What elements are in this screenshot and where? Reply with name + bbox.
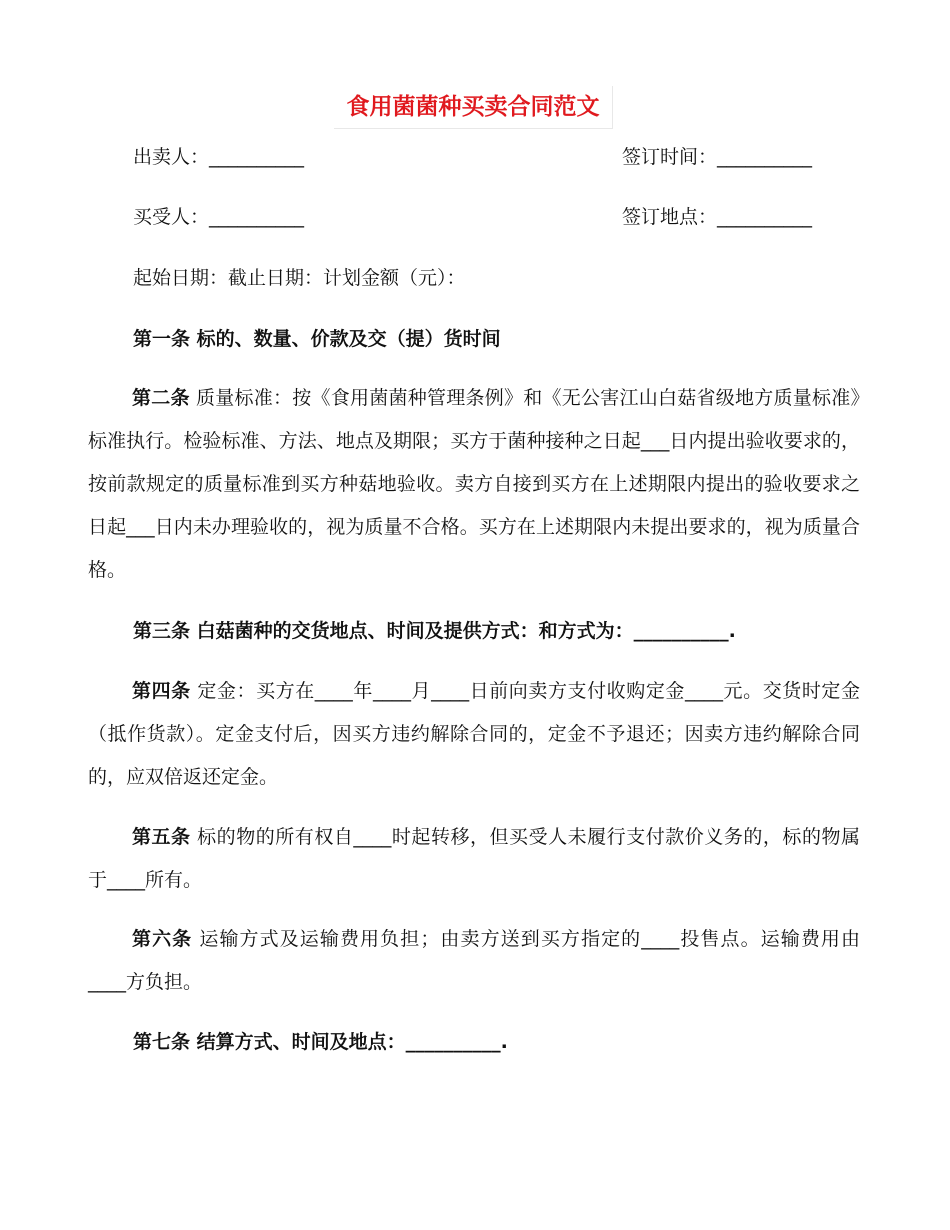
article-2-body: 质量标准：按《食用菌菌种管理条例》和《无公害江山白菇省级地方质量标准》标准执行。检验标准、方法、地点及期限；买方于菌种接种之日起___日内提出验收要求的，按前款规定的质量标准到买方种菇地验收。卖方自接到买方在上述期限内提出的验收要求之日起___日内未办理验收的，视为质量不合格。买方在上述期限内未提出要求的，视为质量合格。 xyxy=(88,387,860,581)
document-title: 食用菌菌种买卖合同范文 xyxy=(334,86,613,129)
article-4 xyxy=(88,670,860,799)
article-5 xyxy=(88,816,860,902)
article-6-heading: 第六条 xyxy=(132,928,193,950)
article-4-heading: 第四条 xyxy=(132,680,191,702)
seller-field: 出卖人：__________ xyxy=(133,146,305,168)
article-1-heading: 第一条 标的、数量、价款及交（提）货时间 xyxy=(133,328,501,350)
article-3-heading: 第三条 白菇菌种的交货地点、时间及提供方式：和方式为：__________. xyxy=(133,620,736,642)
sign-time-field: 签订时间：__________ xyxy=(622,146,813,168)
dates-amount-field: 起始日期：截止日期：计划金额（元）： xyxy=(133,267,466,289)
buyer-field: 买受人：__________ xyxy=(133,206,305,228)
article-6 xyxy=(88,918,860,1004)
article-5-body: 标的物的所有权自____时起转移，但买受人未履行支付款价义务的，标的物属于____所有。 xyxy=(88,826,860,891)
article-2-heading: 第二条 xyxy=(132,387,190,409)
article-5-heading: 第五条 xyxy=(132,826,191,848)
article-2 xyxy=(88,377,860,592)
sign-place-field: 签订地点：__________ xyxy=(622,206,813,228)
article-6-body: 运输方式及运输费用负担；由卖方送到买方指定的____投售点。运输费用由____方负担。 xyxy=(88,928,860,993)
article-7-heading: 第七条 结算方式、时间及地点：__________. xyxy=(133,1031,508,1053)
article-4-body: 定金：买方在____年____月____日前向卖方支付收购定金____元。交货时定金（抵作货款）。定金支付后，因买方违约解除合同的，定金不予退还；因卖方违约解除合同的，应双倍返还定金。 xyxy=(88,680,860,788)
